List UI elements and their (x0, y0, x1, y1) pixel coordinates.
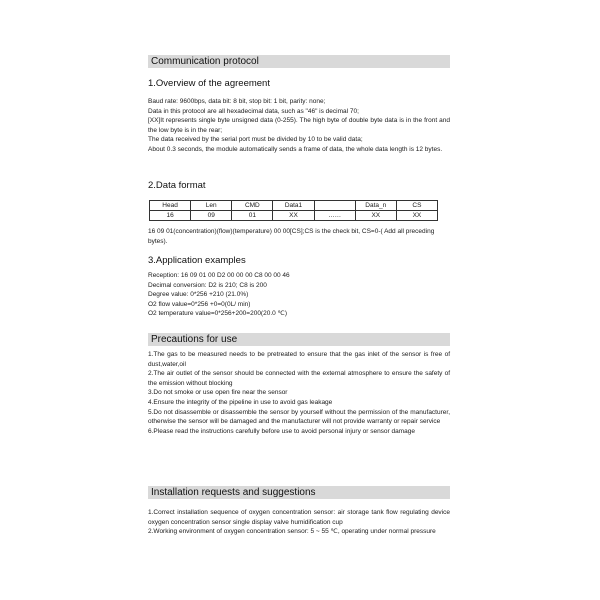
overview-line: Data in this protocol are all hexadecimal data, such as "46" is decimal 70; (148, 107, 359, 115)
precaution-item: 3.Do not smoke or use open fire near the sensor (148, 389, 288, 397)
table-header-cell: Head (150, 201, 191, 211)
table-header-cell: CS (396, 201, 437, 211)
example-line: Degree value: 0*256 +210 (21.0%) (148, 291, 249, 299)
section-title-communication-protocol: Communication protocol (148, 55, 450, 68)
table-header-cell: CMD (232, 201, 273, 211)
overview-line: [XX]It represents single byte unsigned data (0-255). The high byte of double byte data is in the front and the low byte is in the rear; (148, 117, 450, 134)
table-header-cell: Len (191, 201, 232, 211)
example-line: Decimal conversion: D2 is 210; C8 is 200 (148, 281, 267, 289)
precaution-item: 6.Please read the instructions carefully before use to avoid personal injury or sensor damage (148, 427, 416, 435)
table-cell: 16 (150, 211, 191, 221)
data-format-table (149, 200, 438, 221)
example-line: Reception: 16 09 01 00 D2 00 00 00 C8 00 00 46 (148, 272, 290, 279)
precaution-item: 2.The air outlet of the sensor should be connected with the external atmosphere to ensure the safety of the emission without blocking (148, 370, 450, 387)
table-cell: XX (273, 211, 314, 221)
example-line: O2 flow value=0*256 +0=0(0L/ min) (148, 300, 251, 308)
data-format-note: 16 09 01(concentration)(flow)(temperature) 00 00[CS];CS is the check bit, CS=0-( Add all preceding bytes). (148, 228, 435, 245)
example-line: O2 temperature value=0*256+200=200(20.0 ℃) (148, 310, 288, 318)
precaution-item: 4.Ensure the integrity of the pipeline in use to avoid gas leakage (148, 398, 333, 406)
overview-line: The data received by the serial port must be divided by 10 to be valid data; (148, 136, 363, 144)
overview-line: About 0.3 seconds, the module automatically sends a frame of data, the whole data length is 12 bytes. (148, 145, 443, 153)
table-cell: 01 (232, 211, 273, 221)
heading-overview: 1.Overview of the agreement (148, 78, 270, 89)
section-title-installation: Installation requests and suggestions (148, 486, 450, 499)
table-row (150, 211, 438, 221)
section-title-precautions: Precautions for use (148, 333, 450, 346)
precaution-item: 1.The gas to be measured needs to be pretreated to ensure that the gas inlet of the sensor is free of dust,water,oil (148, 351, 450, 368)
table-cell: XX (355, 211, 396, 221)
table-header-cell: Data_n (355, 201, 396, 211)
table-cell: XX (396, 211, 437, 221)
precaution-item: 5.Do not disassemble or disassemble the sensor by yourself without the permission of the manufacturer, otherwise the sensor will be damaged and the manufacturer will not provide warranty or repair service (148, 408, 450, 426)
installation-item: 2.Working environment of oxygen concentration sensor: 5 ~ 55 ℃, operating under normal pressure (148, 528, 436, 536)
table-header-row (150, 201, 438, 211)
heading-data-format: 2.Data format (148, 180, 206, 191)
heading-application-examples: 3.Application examples (148, 255, 246, 266)
table-cell: …… (314, 211, 355, 221)
overview-line: Baud rate: 9600bps, data bit: 8 bit, stop bit: 1 bit, parity: none; (148, 98, 326, 105)
table-cell: 09 (191, 211, 232, 221)
table-header-cell (314, 201, 355, 211)
table-header-cell: Data1 (273, 201, 314, 211)
installation-item: 1.Correct installation sequence of oxygen concentration sensor: air storage tank flow regulating device oxygen concentration sensor single display valve humidification cup (148, 509, 450, 526)
